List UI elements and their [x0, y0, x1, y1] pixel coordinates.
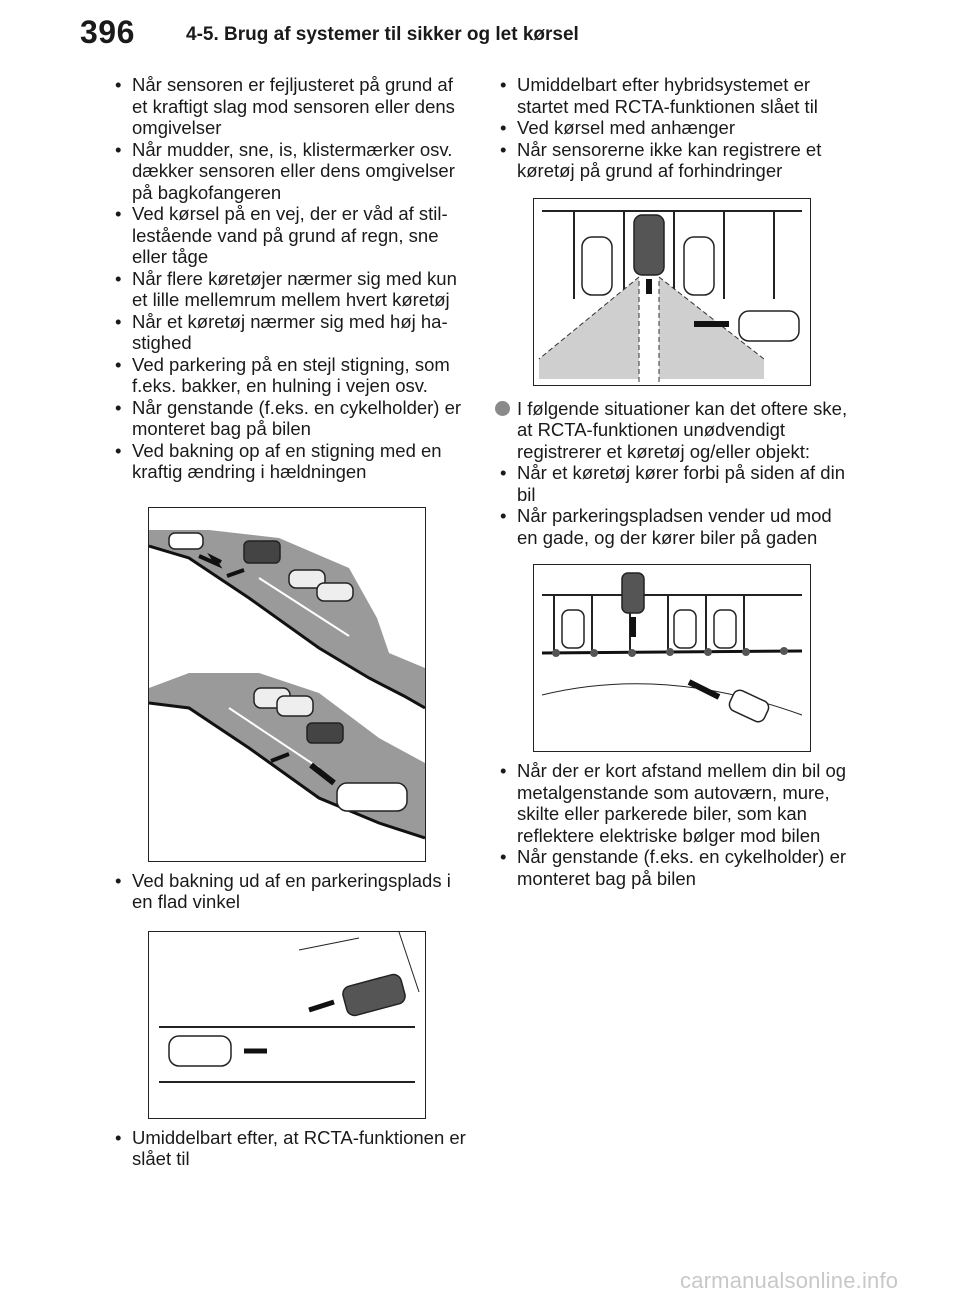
list-item: • Når flere køretøjer nærmer sig med kun et lille mellemrum mellem hvert køretøj [110, 268, 470, 311]
bullet-list-right-mid [495, 462, 855, 548]
bullet-list-left-mid [110, 870, 470, 913]
list-item: • Umiddelbart efter, at RCTA-funktionen er slået til [110, 1127, 470, 1170]
section-heading [495, 398, 855, 463]
list-item: • Når genstande (f.eks. en cykelholder) er monteret bag på bilen [495, 846, 855, 889]
right-column [495, 74, 855, 889]
bullet-list-right-top [495, 74, 855, 182]
list-item: • Når et køretøj nærmer sig med høj hastighed [110, 311, 470, 354]
list-item: • Når sensoren er fejljusteret på grund af et kraftigt slag mod sensoren eller dens omgivelser [110, 74, 470, 139]
list-item: • Ved parkering på en stejl stigning, som f.eks. bakker, en hulning i vejen osv. [110, 354, 470, 397]
section-title: 4-5. Brug af systemer til sikker og let kørsel [186, 24, 579, 45]
list-item: • Ved kørsel på en vej, der er våd af stillestående vand på grund af regn, sne eller tåge [110, 203, 470, 268]
section-heading-text: I følgende situationer kan det oftere ske, at RCTA-funktionen unødvendigt registrerer et køretøj og/eller objekt: [517, 397, 848, 462]
list-item: • Når parkeringspladsen vender ud mod en gade, og der kører biler på gaden [495, 505, 855, 548]
list-item: • Ved bakning op af en stigning med en kraftig ændring i hældningen [110, 440, 470, 483]
page-number: 396 [80, 14, 135, 50]
list-item: • Når sensorerne ikke kan registrere et køretøj på grund af forhindringer [495, 139, 855, 182]
list-item: • Når der er kort afstand mellem din bil og metalgenstande som autoværn, mure, skilte eller parkerede biler, som kan reflektere elektriske bølger mod bilen [495, 760, 855, 846]
illustration-parking-angle [148, 931, 426, 1119]
bullet-list-left-top [110, 74, 470, 483]
list-item: • Ved bakning ud af en parkeringsplads i en flad vinkel [110, 870, 470, 913]
list-item: • Når genstande (f.eks. en cykelholder) er monteret bag på bilen [110, 397, 470, 440]
left-column [110, 74, 470, 1170]
list-item: • Når et køretøj kører forbi på siden af din bil [495, 462, 855, 505]
bullet-list-left-bottom [110, 1127, 470, 1170]
list-item: • Ved kørsel med anhænger [495, 117, 855, 139]
list-item: • Umiddelbart efter hybridsystemet er startet med RCTA-funktionen slået til [495, 74, 855, 117]
watermark: carmanualsonline.info [680, 1268, 899, 1293]
bullet-dot-icon [495, 401, 510, 416]
list-item: • Når mudder, sne, is, klistermærker osv. dækker sensoren eller dens omgivelser på bagkofangeren [110, 139, 470, 204]
illustration-street-traffic [533, 564, 811, 752]
bullet-list-right-bottom [495, 760, 855, 889]
illustration-slope-road [148, 507, 426, 862]
illustration-blocked-sensors [533, 198, 811, 386]
